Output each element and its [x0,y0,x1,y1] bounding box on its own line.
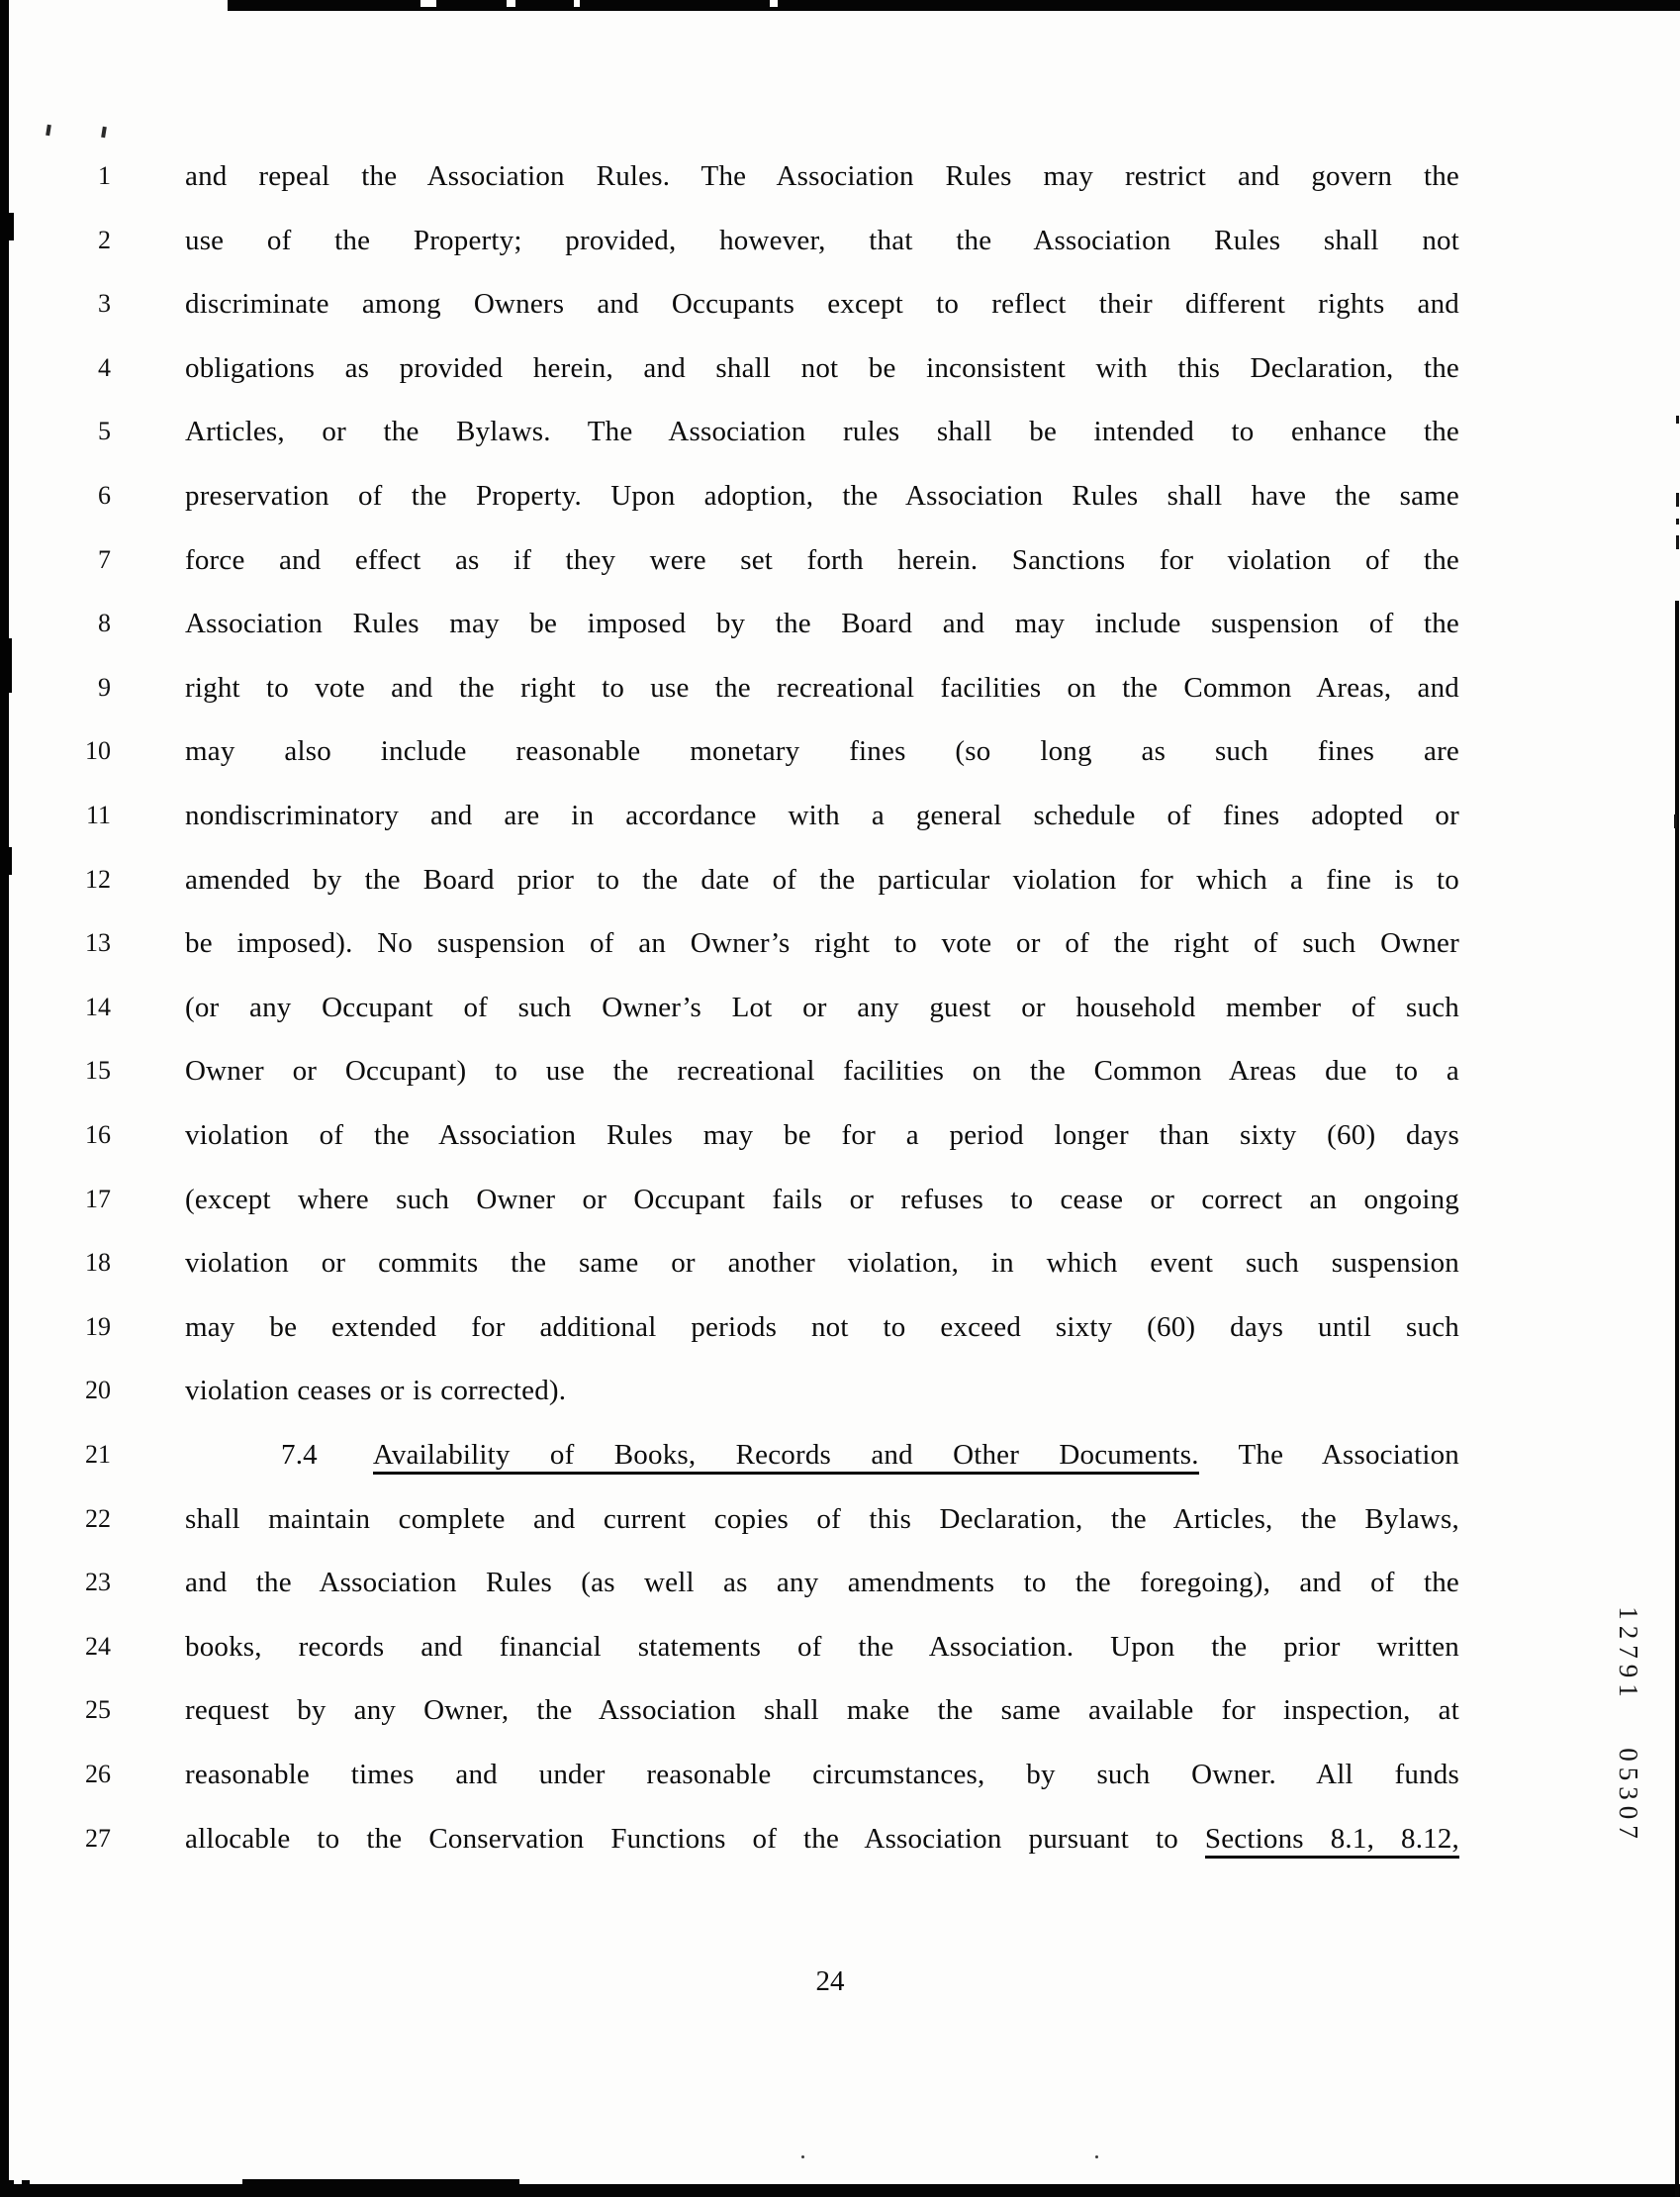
scan-bar-notch [420,0,436,7]
bates-number-bottom: 05307 [1614,1748,1643,1845]
line-row [0,1437,1680,1477]
scan-bar-notch [507,0,515,7]
line-row [0,414,1680,453]
line-row [0,1821,1680,1861]
line-text [185,925,1459,965]
line-row [0,1501,1680,1541]
body-text: The Association [1238,1439,1459,1471]
line-text [185,1437,1459,1477]
line-text [185,286,1459,326]
scan-bar-notch [574,0,580,7]
line-row [0,1757,1680,1796]
line-row [0,542,1680,582]
body-text: obligations as provided herein, and shall not be inconsistent with this Declaration, the [185,351,1459,384]
bates-number-top: 12791 [1614,1606,1643,1703]
body-text: right to vote and the right to use the recreational facilities on the Common Areas, and [185,671,1459,704]
body-text: be imposed). No suspension of an Owner’s right to vote or of the right of such Owner [185,927,1459,960]
line-row [0,1245,1680,1285]
line-number: 22 [85,1503,111,1533]
body-text: may be extended for additional periods not to exceed sixty (60) days until such [185,1310,1459,1343]
body-text: allocable to the Conservation Functions of the Association pursuant to [185,1822,1178,1855]
line-text [185,414,1459,453]
line-number: 4 [98,352,111,382]
line-number: 26 [85,1760,111,1788]
line-number: 13 [85,928,111,958]
line-row [0,286,1680,326]
line-text [185,606,1459,645]
line-text [185,1053,1459,1093]
line-text [185,862,1459,902]
body-text: Owner or Occupant) to use the recreational facilities on the Common Areas due to a [185,1055,1459,1088]
body-text: use of the Property; provided, however, that the Association Rules shall not [185,224,1459,256]
line-text [185,1373,1459,1412]
line-row [0,223,1680,262]
body-text: nondiscriminatory and are in accordance with a general schedule of fines adopted or [185,800,1459,831]
line-number: 14 [85,992,111,1021]
line-number: 8 [98,609,111,638]
line-row [0,350,1680,390]
body-text: Articles, or the Bylaws. The Association rules shall be intended to enhance the [185,416,1459,448]
line-number: 7 [98,544,111,574]
line-number: 23 [85,1568,111,1597]
body-text: force and effect as if they were set forth herein. Sanctions for violation of the [185,543,1459,576]
scan-bar-fragment [242,2179,519,2186]
body-text: violation of the Association Rules may be for a period longer than sixty (60) days [185,1119,1459,1151]
line-number: 3 [98,289,111,319]
scan-border-left [0,0,9,2197]
line-text [185,350,1459,390]
stray-mark [46,125,51,136]
line-text [185,733,1459,773]
body-text: preservation of the Property. Upon adoption, the Association Rules shall have the same [185,480,1459,512]
line-number: 19 [85,1311,111,1341]
line-number: 20 [85,1376,111,1405]
scan-dash [1676,519,1679,525]
line-row [0,1692,1680,1732]
line-row [0,990,1680,1029]
line-text [185,990,1459,1029]
body-text: books, records and financial statements of the Association. Upon the prior written [185,1630,1459,1663]
line-row [0,158,1680,198]
line-row [0,1309,1680,1349]
line-number: 11 [85,801,111,829]
line-row [0,1053,1680,1093]
underlined-text: Availability of Books, Records and Other Documents. [373,1439,1199,1475]
line-text [185,1309,1459,1349]
line-text [185,1692,1459,1732]
line-text [185,478,1459,518]
scan-bar-fragment [22,2180,30,2185]
line-text [185,798,1459,837]
body-text: violation or commits the same or another violation, in which event such suspension [185,1247,1459,1280]
line-number: 12 [85,864,111,894]
body-text: amended by the Board prior to the date of the particular violation for which a fine is to [185,863,1459,896]
body-text: (or any Occupant of such Owner’s Lot or any guest or household member of such [185,991,1459,1023]
body-text: request by any Owner, the Association shall make the same available for inspection, at [185,1694,1459,1727]
underlined-text: Sections 8.1, 8.12, [1205,1823,1459,1859]
line-row [0,733,1680,773]
line-number: 18 [85,1248,111,1278]
body-text: may also include reasonable monetary fines (so long as such fines are [185,735,1459,768]
line-text [185,1757,1459,1796]
line-text [185,1565,1459,1604]
line-number: 9 [98,672,111,702]
line-row [0,1565,1680,1604]
body-text: reasonable times and under reasonable circumstances, by such Owner. All funds [185,1759,1459,1790]
line-text [185,223,1459,262]
stray-dot [801,2155,804,2158]
line-number: 17 [85,1184,111,1213]
page-number: 24 [815,1965,845,1997]
line-text [185,1245,1459,1285]
body-text: Association Rules may be imposed by the Board and may include suspension of the [185,608,1459,640]
line-row [0,1629,1680,1669]
line-number: 5 [98,417,111,446]
body-text: (except where such Owner or Occupant fails or refuses to cease or correct an ongoing [185,1183,1459,1215]
line-text [185,158,1459,198]
line-row [0,670,1680,710]
line-row [0,1182,1680,1221]
body-text: shall maintain complete and current copies of this Declaration, the Articles, the Bylaws, [185,1502,1459,1535]
line-text [185,542,1459,582]
body-text: 7.4 [281,1439,318,1471]
line-row [0,925,1680,965]
stray-dot [1095,2155,1098,2158]
line-row [0,798,1680,837]
line-row [0,1117,1680,1157]
line-row [0,862,1680,902]
line-row [0,478,1680,518]
body-text: and repeal the Association Rules. The Association Rules may restrict and govern the [185,160,1459,192]
line-number: 27 [85,1823,111,1853]
scan-bar-top [228,0,1680,11]
line-number: 15 [85,1056,111,1086]
body-text: and the Association Rules (as well as any amendments to the foregoing), and of the [185,1567,1459,1599]
line-number: 6 [98,481,111,510]
line-number: 16 [85,1120,111,1149]
line-text [185,1629,1459,1669]
line-number: 21 [85,1440,111,1469]
line-row [0,1373,1680,1412]
line-text [185,670,1459,710]
scan-bar-notch [770,0,778,7]
line-text [185,1501,1459,1541]
line-text [185,1821,1459,1861]
scan-bar-fragment [0,2180,14,2186]
line-text [185,1117,1459,1157]
line-number: 10 [85,736,111,766]
line-number: 25 [85,1695,111,1725]
line-text [185,1182,1459,1221]
line-number: 2 [98,225,111,254]
stray-mark [101,127,107,138]
line-number: 1 [98,161,111,190]
body-text: violation ceases or is corrected). [185,1375,567,1407]
line-row [0,606,1680,645]
body-text: discriminate among Owners and Occupants except to reflect their different rights and [185,288,1459,321]
line-number: 24 [85,1631,111,1661]
